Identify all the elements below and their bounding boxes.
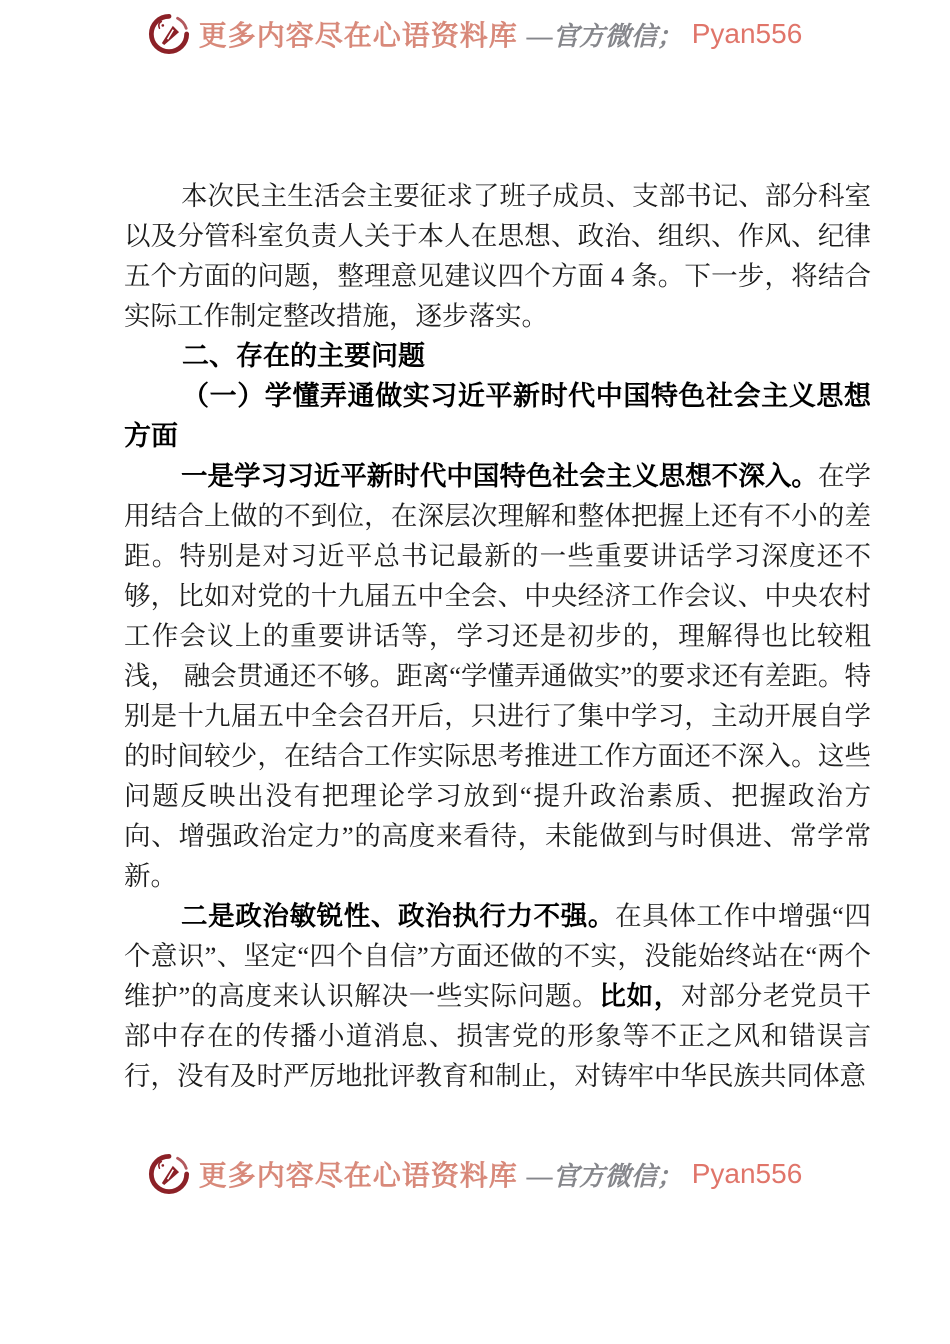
paragraph-one-body: 在学用结合上做的不到位，在深层次理解和整体把握上还有不小的差距。特别是对习近平总书记最新的一些重要讲话学习深度还不够，比如对党的十九届五中全会、中央经济工作会议、中央农村工作会议上的重要讲话等，学习还是初步的，理解得也比较粗浅， 融会贯通还不够。距离“学懂弄通做实”的要求还有差距。特别是十九届五中全会召开后，只进行了集中学习，主动开展自学的时间较少，在结合工作实际思考推进工作方面还不深入。这些问题反映出没有把理论学习放到“提升政治素质、把握政治方向、增强政治定力”的高度来看待，未能做到与时俱进、常学常新。 bbox=[124, 461, 872, 891]
header-watermark bbox=[0, 12, 950, 56]
brand-text: 更多内容尽在心语资料库 bbox=[198, 21, 518, 52]
paragraph-one bbox=[124, 456, 871, 896]
paragraph-intro: 本次民主生活会主要征求了班子成员、支部书记、部分科室以及分管科室负责人关于本人在思想、政治、组织、作风、纪律五个方面的问题，整理意见建议四个方面 4 条。下一步，将结合实际工作制定整改措施，逐步落实。 bbox=[124, 181, 871, 331]
heading-sub: （一）学懂弄通做实习近平新时代中国特色社会主义思想方面 bbox=[124, 381, 871, 451]
paragraph-two-body-second: 对部分老党员干部中存在的传播小道消息、损害党的形象等不正之风和错误言行，没有及时严厉地批评教育和制止，对铸牢中华民族共同体意 bbox=[124, 981, 872, 1091]
document-body bbox=[124, 176, 871, 1096]
footer-watermark bbox=[0, 1152, 950, 1196]
paragraph-one-lead: 一是学习习近平新时代中国特色社会主义思想不深入。 bbox=[180, 461, 818, 491]
brand-wechat-label: —官方微信； bbox=[526, 1161, 683, 1191]
paragraph-two-lead: 二是政治敏锐性、政治执行力不强。 bbox=[180, 901, 616, 931]
paragraph-two-lead-secondary: 比如， bbox=[599, 981, 682, 1011]
brand-account: Pyan556 bbox=[691, 1158, 803, 1189]
pen-circle-logo-icon bbox=[148, 1153, 190, 1195]
brand-text: 更多内容尽在心语资料库 bbox=[198, 1161, 518, 1192]
paragraph-two-body-first: 在具体工作中增强“四个意识”、坚定“四个自信”方面还做的不实，没能始终站在“两个维护”的高度来认识解决一些实际问题。 bbox=[124, 901, 872, 1011]
brand-account: Pyan556 bbox=[691, 18, 803, 49]
paragraph-two bbox=[124, 896, 871, 1096]
pen-circle-logo-icon bbox=[148, 13, 190, 55]
heading-main: 二、存在的主要问题 bbox=[182, 341, 426, 371]
brand-wechat-label: —官方微信； bbox=[526, 21, 683, 51]
